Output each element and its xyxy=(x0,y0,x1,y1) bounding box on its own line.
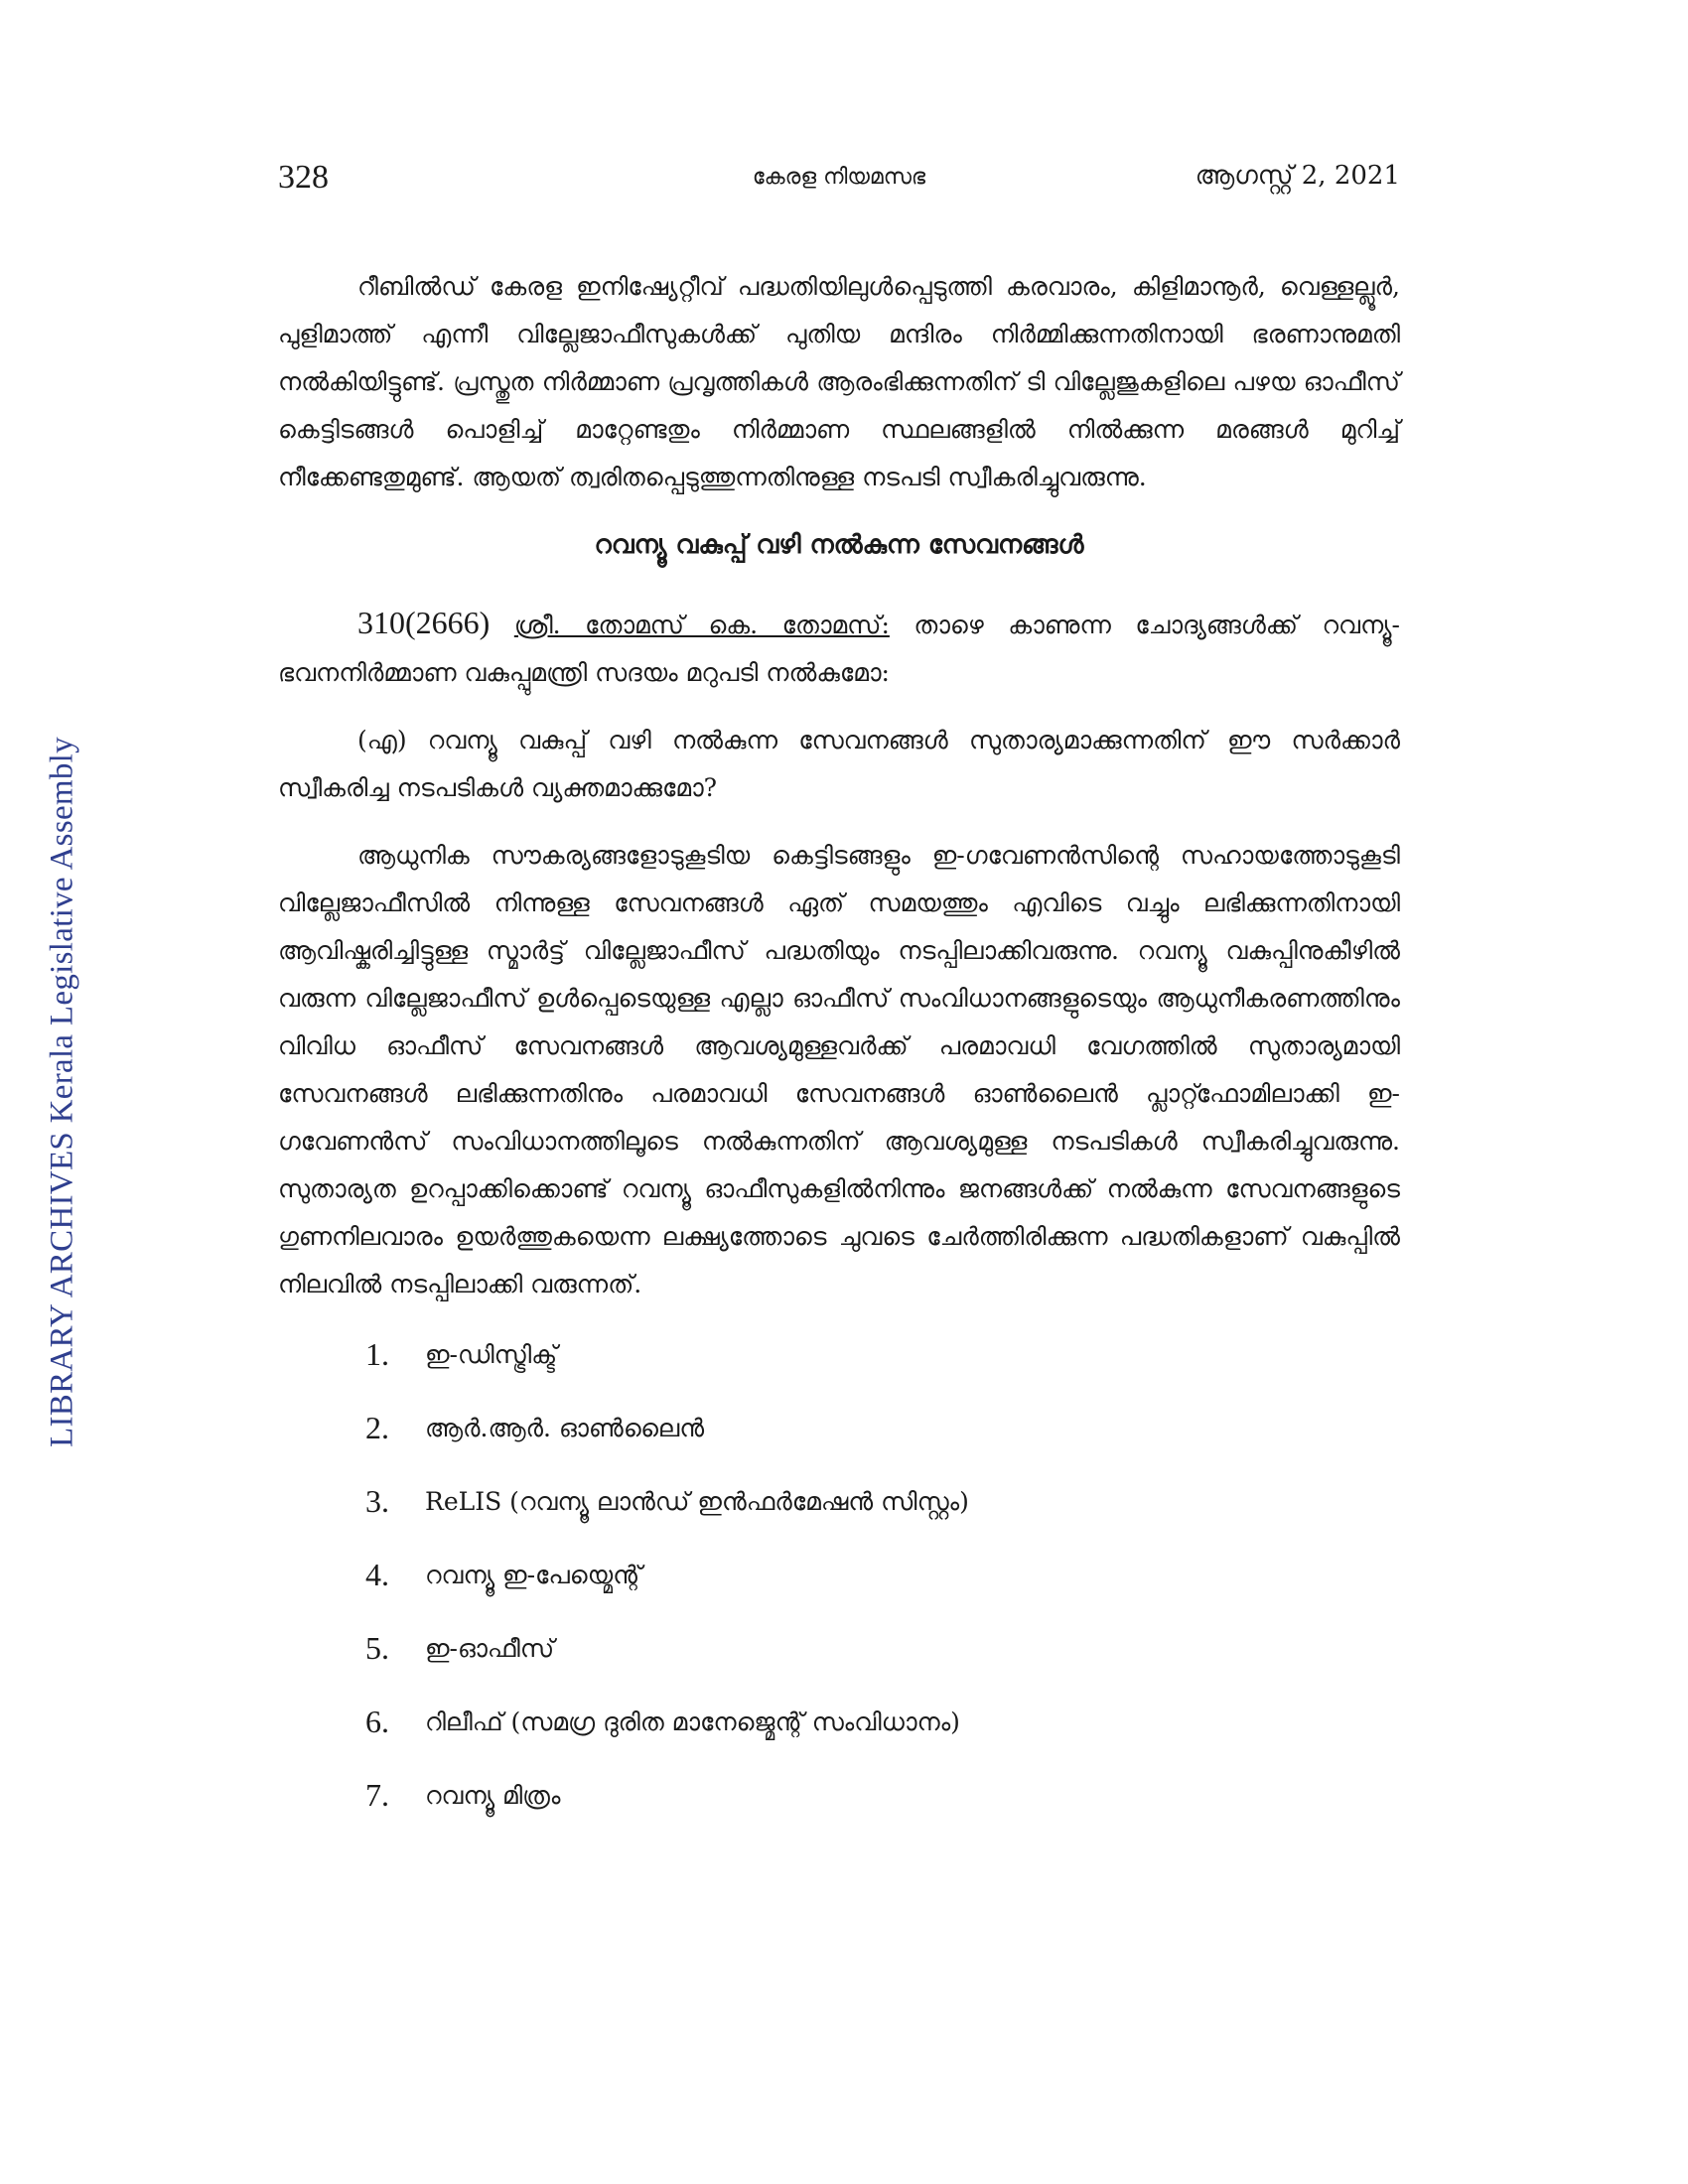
intro-paragraph: റീബിൽഡ് കേരള ഇനിഷ്യേറ്റീവ് പദ്ധതിയിലുൾപ്പെടുത്തി കരവാരം, കിളിമാനൂർ, വെള്ളല്ലൂർ, പുളിമാത്ത് എന്നീ വില്ലേജാഫീസുകൾക്ക് പുതിയ മന്ദിരം നിർമ്മിക്കുന്നതിനായി ഭരണാനുമതി നൽകിയിട്ടുണ്ട്. പ്രസ്തുത നിർമ്മാണ പ്രവൃത്തികൾ ആരംഭിക്കുന്നതിന് ടി വില്ലേജുകളിലെ പഴയ ഓഫീസ് കെട്ടിടങ്ങൾ പൊളിച്ച് മാറ്റേണ്ടതും നിർമ്മാണ സ്ഥലങ്ങളിൽ നിൽക്കുന്ന മരങ്ങൾ മുറിച്ച് നീക്കേണ്ടതുമുണ്ട്. ആയത് ത്വരിതപ്പെടുത്തുന്നതിനുള്ള നടപടി സ്വീകരിച്ചുവരുന്നു. xyxy=(278,272,1400,491)
page-number: 328 xyxy=(278,159,329,196)
list-item-label: ഇ-ഡിസ്ട്രിക്ട് xyxy=(425,1340,558,1369)
header-title: കേരള നിയമസഭ xyxy=(752,165,926,190)
list-item-label: റവന്യൂ മിത്രം xyxy=(425,1781,561,1810)
list-item-number: 1. xyxy=(365,1336,389,1372)
list-item-number: 2. xyxy=(365,1410,389,1445)
library-archives-watermark: LIBRARY ARCHIVES Kerala Legislative Assembly xyxy=(44,737,80,1447)
sub-question: (എ) റവന്യൂ വകുപ്പ് വഴി നൽകുന്ന സേവനങ്ങൾ സുതാര്യമാക്കുന്നതിന് ഈ സർക്കാർ സ്വീകരിച്ച നടപടികൾ വ്യക്തമാക്കുമോ? xyxy=(278,726,1400,802)
list-item-label: ഇ-ഓഫീസ് xyxy=(425,1634,555,1663)
list-item xyxy=(278,1483,1400,1557)
list-item xyxy=(278,1777,1400,1850)
header-date: ആഗസ്റ്റ് 2, 2021 xyxy=(1195,161,1400,191)
list-item-label: റിലീഫ് (സമഗ്ര ദുരിത മാനേജ്മെന്റ് സംവിധാനം) xyxy=(425,1707,960,1736)
member-name: ശ്രീ. തോമസ് കെ. തോമസ്: xyxy=(513,611,890,639)
list-item-label: ReLIS (റവന്യൂ ലാൻഡ് ഇൻഫർമേഷൻ സിസ്റ്റം) xyxy=(425,1487,969,1516)
list-item-label: റവന്യൂ ഇ-പേയ്മെന്റ് xyxy=(425,1561,642,1589)
page-header xyxy=(278,159,1400,199)
list-item xyxy=(278,1557,1400,1630)
question-number: 310(2666) xyxy=(357,605,491,640)
list-item-number: 6. xyxy=(365,1704,389,1739)
answer-paragraph: ആധുനിക സൗകര്യങ്ങളോടുകൂടിയ കെട്ടിടങ്ങളും ഇ-ഗവേണൻസിന്റെ സഹായത്തോടുകൂടി വില്ലേജാഫീസിൽ നിന്നുള്ള സേവനങ്ങൾ ഏത് സമയത്തും എവിടെ വച്ചും ലഭിക്കുന്നതിനായി ആവിഷ്കരിച്ചിട്ടുള്ള സ്മാർട്ട് വില്ലേജാഫീസ് പദ്ധതിയും നടപ്പിലാക്കിവരുന്നു. റവന്യൂ വകുപ്പിനുകീഴിൽ വരുന്ന വില്ലേജാഫീസ് ഉൾപ്പെടെയുള്ള എല്ലാ ഓഫീസ് സംവിധാനങ്ങളുടെയും ആധുനീകരണത്തിനും വിവിധ ഓഫീസ് സേവനങ്ങൾ ആവശ്യമുള്ളവർക്ക് പരമാവധി വേഗത്തിൽ സുതാര്യമായി സേവനങ്ങൾ ലഭിക്കുന്നതിനും പരമാവധി സേവനങ്ങൾ ഓൺലൈൻ പ്ലാറ്റ്ഫോമിലാക്കി ഇ-ഗവേണൻസ് സംവിധാനത്തിലൂടെ നൽകുന്നതിന് ആവശ്യമുള്ള നടപടികൾ സ്വീകരിച്ചുവരുന്നു. സുതാര്യത ഉറപ്പാക്കിക്കൊണ്ട് റവന്യൂ ഓഫീസുകളിൽനിന്നും ജനങ്ങൾക്ക് നൽകുന്ന സേവനങ്ങളുടെ ഗുണനിലവാരം ഉയർത്തുകയെന്ന ലക്ഷ്യത്തോടെ ചുവടെ ചേർത്തിരിക്കുന്ന പദ്ധതികളാണ് വകുപ്പിൽ നിലവിൽ നടപ്പിലാക്കി വരുന്നത്. xyxy=(278,841,1400,1298)
list-item-label: ആർ.ആർ. ഓൺലൈൻ xyxy=(425,1414,705,1442)
list-item xyxy=(278,1336,1400,1410)
services-list xyxy=(278,1336,1400,1850)
list-item-number: 7. xyxy=(365,1777,389,1813)
list-item xyxy=(278,1704,1400,1777)
list-item xyxy=(278,1410,1400,1483)
list-item xyxy=(278,1630,1400,1704)
document-body xyxy=(278,263,1400,1850)
question-text: താഴെ കാണുന്ന ചോദ്യങ്ങൾക്ക് റവന്യൂ-ഭവനനിർമ്മാണ വകുപ്പുമന്ത്രി സദയം മറുപടി നൽകുമോ: xyxy=(278,611,1400,687)
question-paragraph xyxy=(278,599,1400,697)
list-item-number: 5. xyxy=(365,1630,389,1666)
list-item-number: 3. xyxy=(365,1483,389,1519)
list-item-number: 4. xyxy=(365,1557,389,1592)
section-heading: റവന്യൂ വകുപ്പ് വഴി നൽകുന്ന സേവനങ്ങൾ xyxy=(594,530,1084,560)
